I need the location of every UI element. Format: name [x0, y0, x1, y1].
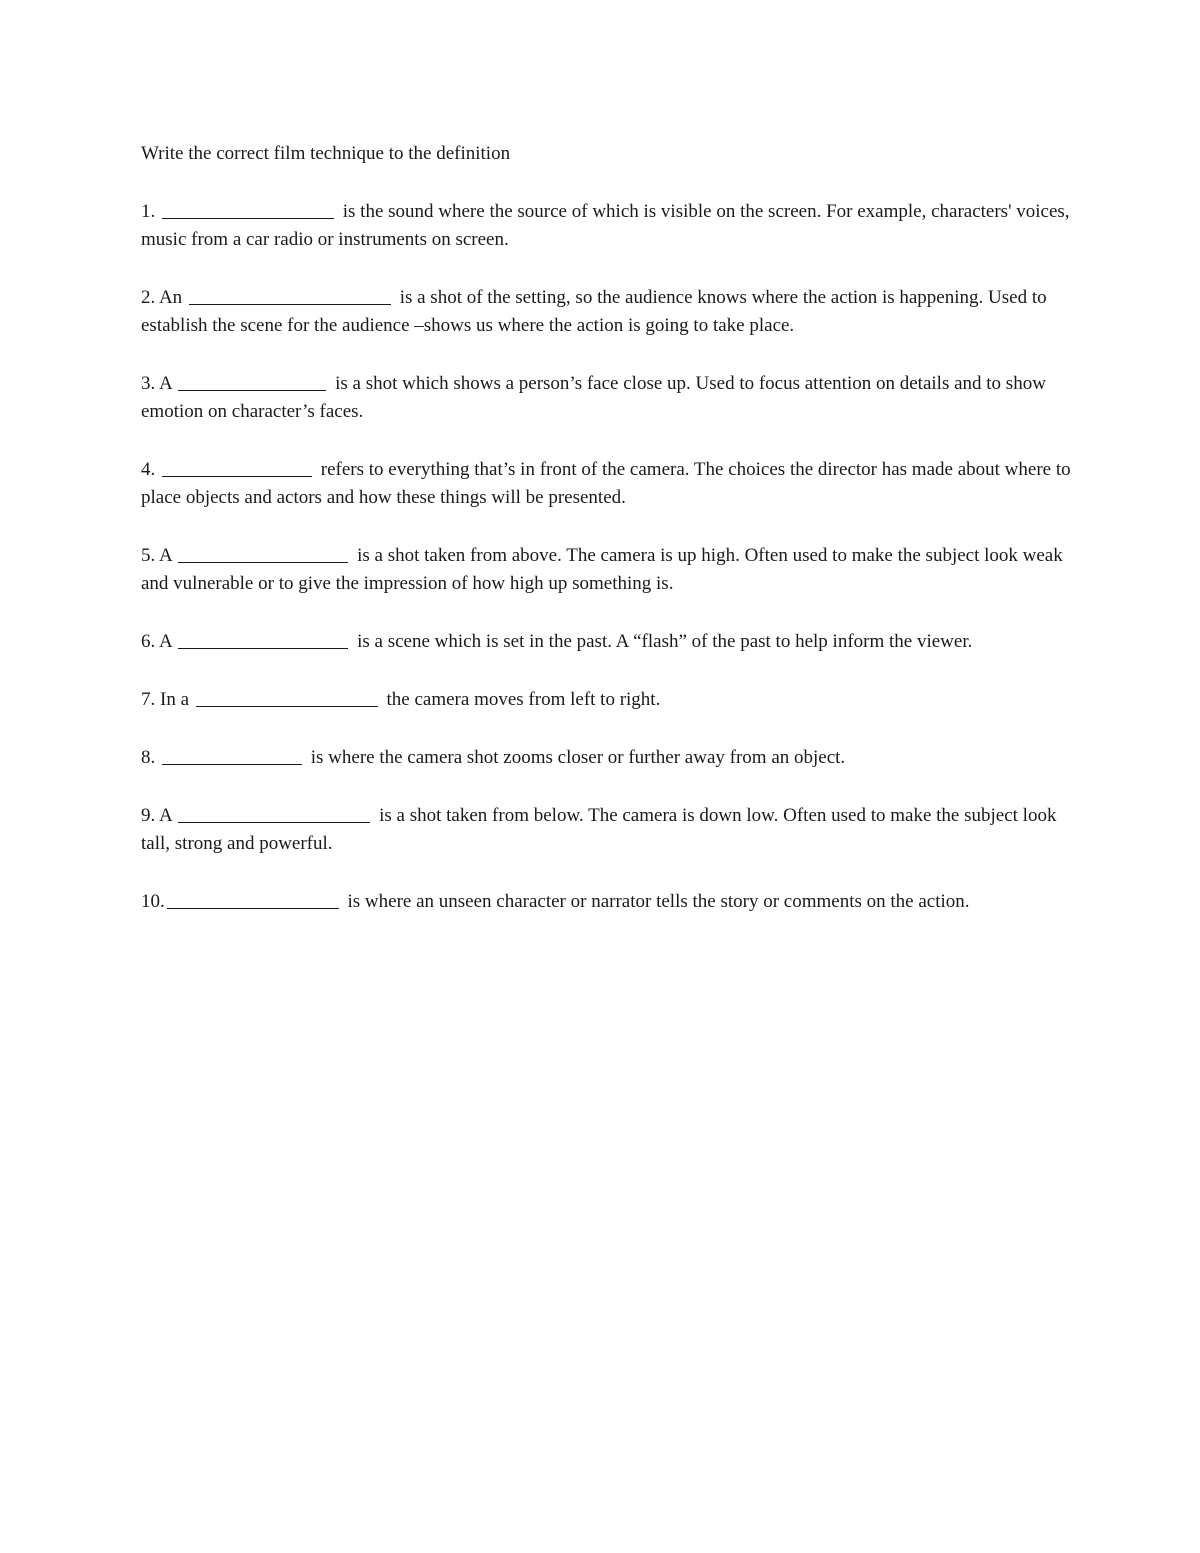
question-number: 8.: [141, 747, 156, 768]
answer-blank[interactable]: [196, 686, 378, 707]
question-6: [141, 628, 1071, 656]
question-1: [141, 198, 1071, 254]
question-number: 3. A: [141, 373, 172, 394]
question-number: 5. A: [141, 545, 172, 566]
answer-blank[interactable]: [178, 370, 326, 391]
question-5: [141, 542, 1071, 598]
question-number: 7. In a: [141, 689, 190, 710]
question-text: the camera moves from left to right.: [386, 689, 661, 710]
answer-blank[interactable]: [178, 628, 348, 649]
question-10: [141, 888, 1071, 916]
answer-blank[interactable]: [162, 744, 302, 765]
answer-blank[interactable]: [189, 284, 391, 305]
question-8: [141, 744, 1071, 772]
worksheet-content: [141, 140, 1071, 946]
worksheet-title: Write the correct film technique to the definition: [141, 143, 511, 164]
question-number: 9. A: [141, 805, 172, 826]
question-number: 2. An: [141, 287, 183, 308]
answer-blank[interactable]: [178, 542, 348, 563]
question-text: is where the camera shot zooms closer or further away from an object.: [310, 747, 846, 768]
answer-blank[interactable]: [178, 802, 370, 823]
question-number: 10.: [141, 891, 165, 912]
question-4: [141, 456, 1071, 512]
answer-blank[interactable]: [162, 456, 312, 477]
question-text: is a scene which is set in the past. A “flash” of the past to help inform the viewer.: [357, 631, 973, 652]
question-text: refers to everything that’s in front of the camera. The choices the director has made about where to place objects and actors and how these things will be presented.: [141, 459, 1071, 508]
question-9: [141, 802, 1071, 858]
question-text: is a shot of the setting, so the audience knows where the action is happening. Used to establish the scene for the audience –shows us where the action is going to take place.: [141, 287, 1047, 336]
question-3: [141, 370, 1071, 426]
question-number: 1.: [141, 201, 156, 222]
question-number: 6. A: [141, 631, 172, 652]
question-number: 4.: [141, 459, 156, 480]
question-text: is a shot which shows a person’s face close up. Used to focus attention on details and to show emotion on character’s faces.: [141, 373, 1046, 422]
answer-blank[interactable]: [167, 888, 339, 909]
question-2: [141, 284, 1071, 340]
question-text: is where an unseen character or narrator tells the story or comments on the action.: [347, 891, 970, 912]
question-text: is the sound where the source of which is visible on the screen. For example, characters' voices, music from a car radio or instruments on screen.: [141, 201, 1070, 250]
question-7: [141, 686, 1071, 714]
question-text: is a shot taken from above. The camera is up high. Often used to make the subject look weak and vulnerable or to give the impression of how high up something is.: [141, 545, 1063, 594]
answer-blank[interactable]: [162, 198, 334, 219]
question-text: is a shot taken from below. The camera is down low. Often used to make the subject look tall, strong and powerful.: [141, 805, 1057, 854]
